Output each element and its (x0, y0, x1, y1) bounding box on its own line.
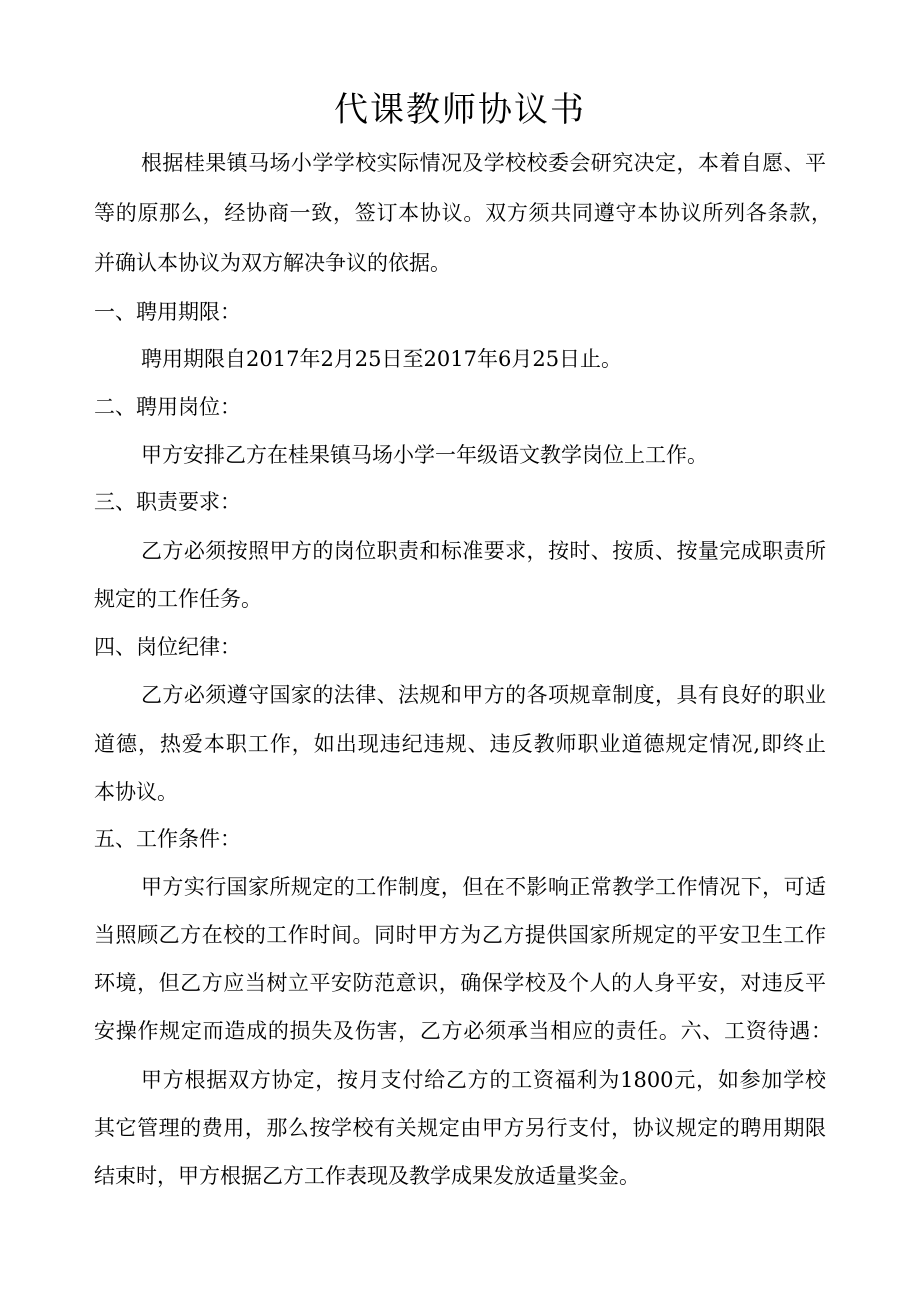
section-discipline-line-3: 本协议。 (94, 780, 178, 804)
section-discipline-line-2: 道德，热爱本职工作，如出现违纪违规、违反教师职业道德规定情况,即终止 (94, 732, 826, 756)
section-term-line-1: 聘用期限自2017年2月25日至2017年6月25日止。 (141, 347, 623, 371)
section-duties-line-1: 乙方必须按照甲方的岗位职责和标准要求，按时、按质、按量完成职责所 (141, 539, 826, 563)
section-conditions-line-1: 甲方实行国家所规定的工作制度，但在不影响正常教学工作情况下，可适 (141, 875, 826, 899)
section-conditions-line-4: 安操作规定而造成的损失及伤害，乙方必须承当相应的责任。六、工资待遇： (94, 1019, 832, 1043)
section-heading-conditions: 五、工作条件： (94, 827, 241, 851)
document-title: 代课教师协议书 (334, 90, 586, 130)
section-salary-line-3: 结束时，甲方根据乙方工作表现及教学成果发放适量奖金。 (94, 1164, 640, 1188)
section-heading-duties: 三、职责要求： (94, 490, 241, 514)
section-discipline-line-1: 乙方必须遵守国家的法律、法规和甲方的各项规章制度，具有良好的职业 (141, 683, 826, 707)
section-salary-line-2: 其它管理的费用，那么按学校有关规定由甲方另行支付，协议规定的聘用期限 (94, 1116, 826, 1140)
section-salary-line-1: 甲方根据双方协定，按月支付给乙方的工资福利为1800元，如参加学校 (141, 1068, 826, 1092)
section-duties-line-2: 规定的工作任务。 (94, 587, 262, 611)
intro-line-2: 等的原那么，经协商一致，签订本协议。双方须共同遵守本协议所列各条款， (94, 201, 832, 225)
intro-line-1: 根据桂果镇马场小学学校实际情况及学校校委会研究决定，本着自愿、平 (141, 151, 826, 175)
intro-line-3: 并确认本协议为双方解决争议的依据。 (94, 251, 451, 275)
section-position-line-1: 甲方安排乙方在桂果镇马场小学一年级语文教学岗位上工作。 (141, 443, 708, 467)
section-conditions-line-3: 环境，但乙方应当树立平安防范意识，确保学校及个人的人身平安，对违反平 (94, 971, 826, 995)
section-heading-discipline: 四、岗位纪律： (94, 635, 241, 659)
section-heading-term: 一、聘用期限： (94, 300, 241, 324)
section-heading-position: 二、聘用岗位： (94, 395, 241, 419)
section-conditions-line-2: 当照顾乙方在校的工作时间。同时甲方为乙方提供国家所规定的平安卫生工作 (94, 923, 826, 947)
